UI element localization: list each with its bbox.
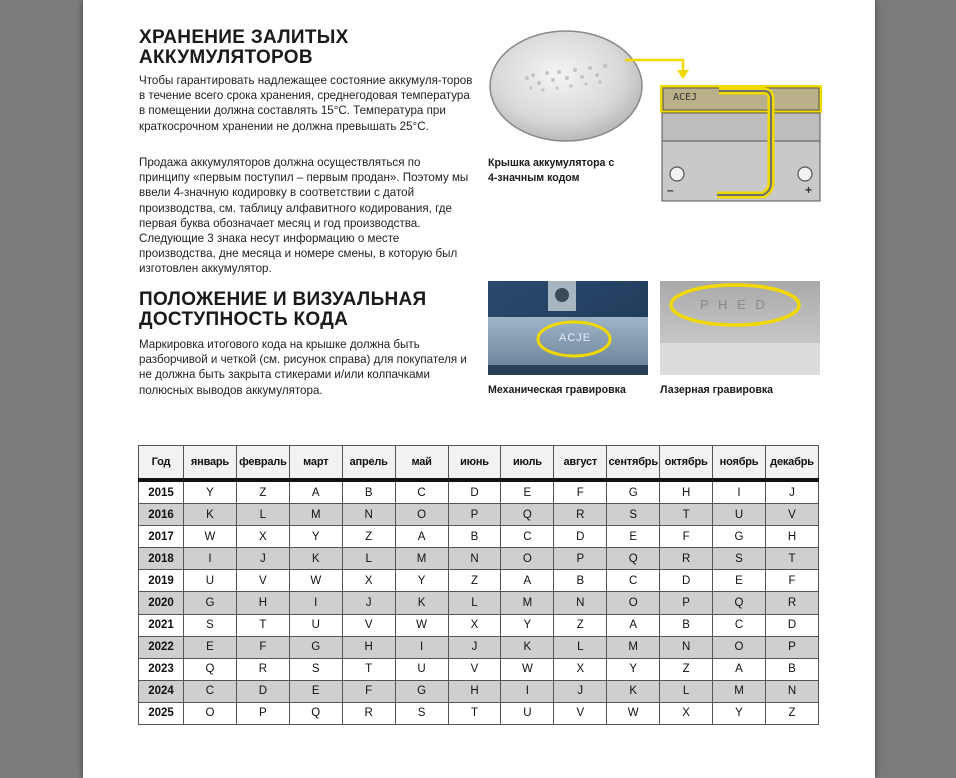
header-year: Год — [139, 446, 184, 481]
code-cell: G — [395, 680, 448, 702]
year-cell: 2017 — [139, 526, 184, 548]
code-cell: E — [184, 636, 237, 658]
code-cell: I — [395, 636, 448, 658]
code-cell: I — [184, 548, 237, 570]
code-cell: Y — [289, 526, 342, 548]
code-cell: I — [501, 680, 554, 702]
minus-sign: – — [667, 183, 674, 197]
code-cell: Z — [554, 614, 607, 636]
code-cell: B — [448, 526, 501, 548]
position-paragraph-1: Маркировка итогового кода на крышке должна быть разборчивой и четкой (см. рисунок справа) для покупателя и не должна быть закрыта стикерами и/или колпачками полюсных выводов аккумулятора. — [139, 338, 467, 397]
code-cell: X — [660, 702, 713, 724]
table-row — [139, 702, 819, 724]
code-cell: U — [713, 504, 766, 526]
code-cell: K — [289, 548, 342, 570]
storage-paragraph-2: Продажа аккумуляторов должна осуществляться по принципу «первым поступил – первым продан». Поэтому мы ввели 4-значную кодировку в соответствии с датой производства, см. таблицу алфавитного кодирования, где первая буква обозначает месяц и год производства. Следующие 3 знака несут информацию о месте производства, дне месяца и номере смены, в которую был изготовлен аккумулятор. — [139, 156, 469, 276]
code-cell: V — [554, 702, 607, 724]
code-cell: L — [342, 548, 395, 570]
code-cell: Q — [607, 548, 660, 570]
lid-closeup-photo — [487, 28, 645, 144]
code-cell: D — [554, 526, 607, 548]
code-cell: C — [607, 570, 660, 592]
code-cell: K — [395, 592, 448, 614]
table-row — [139, 614, 819, 636]
header-month: декабрь — [765, 446, 818, 481]
code-cell: F — [554, 480, 607, 504]
code-cell: N — [448, 548, 501, 570]
position-title-line2: ДОСТУПНОСТЬ КОДА — [139, 309, 349, 330]
code-cell: N — [765, 680, 818, 702]
code-cell: X — [448, 614, 501, 636]
code-cell: P — [660, 592, 713, 614]
code-cell: J — [448, 636, 501, 658]
storage-title-line1: ХРАНЕНИЕ ЗАЛИТЫХ — [139, 27, 349, 48]
code-cell: S — [395, 702, 448, 724]
code-cell: C — [184, 680, 237, 702]
code-cell: E — [289, 680, 342, 702]
code-cell: E — [713, 570, 766, 592]
code-cell: Y — [713, 702, 766, 724]
lid-caption-line1: Крышка аккумулятора с — [488, 157, 615, 169]
code-cell: W — [184, 526, 237, 548]
year-cell: 2020 — [139, 592, 184, 614]
code-cell: X — [342, 570, 395, 592]
code-cell: N — [660, 636, 713, 658]
code-cell: U — [184, 570, 237, 592]
code-cell: L — [236, 504, 289, 526]
storage-paragraph-1: Чтобы гарантировать надлежащее состояние аккумуля-торов в течение всего срока хранения, среднегодовая температура в помещении должна составлять 15°С. Температура при краткосрочном хранении не должна превышать 25°С. — [139, 74, 473, 133]
document-page — [83, 0, 875, 778]
code-cell: M — [501, 592, 554, 614]
table-row — [139, 480, 819, 504]
code-cell: M — [395, 548, 448, 570]
code-cell: P — [554, 548, 607, 570]
code-cell: K — [501, 636, 554, 658]
code-cell: G — [713, 526, 766, 548]
code-cell: M — [607, 636, 660, 658]
battery-lid-diagram — [659, 83, 823, 203]
code-cell: S — [184, 614, 237, 636]
code-cell: N — [554, 592, 607, 614]
code-cell: S — [607, 504, 660, 526]
year-cell: 2021 — [139, 614, 184, 636]
code-cell: I — [713, 480, 766, 504]
code-cell: Z — [342, 526, 395, 548]
code-cell: H — [765, 526, 818, 548]
header-month: июль — [501, 446, 554, 481]
code-cell: Y — [184, 480, 237, 504]
code-cell: V — [765, 504, 818, 526]
code-cell: O — [607, 592, 660, 614]
code-cell: L — [448, 592, 501, 614]
code-cell: U — [395, 658, 448, 680]
code-cell: R — [236, 658, 289, 680]
position-title-line1: ПОЛОЖЕНИЕ И ВИЗУАЛЬНАЯ — [139, 289, 427, 310]
header-month: ноябрь — [713, 446, 766, 481]
code-cell: Z — [765, 702, 818, 724]
header-month: март — [289, 446, 342, 481]
code-cell: F — [236, 636, 289, 658]
code-cell: V — [448, 658, 501, 680]
header-month: январь — [184, 446, 237, 481]
code-cell: U — [501, 702, 554, 724]
code-cell: O — [184, 702, 237, 724]
lid-caption-line2: 4-значным кодом — [488, 172, 580, 184]
year-cell: 2024 — [139, 680, 184, 702]
code-cell: N — [342, 504, 395, 526]
code-cell: U — [289, 614, 342, 636]
code-cell: Y — [501, 614, 554, 636]
code-cell: A — [713, 658, 766, 680]
code-cell: E — [607, 526, 660, 548]
table-row — [139, 504, 819, 526]
code-cell: A — [607, 614, 660, 636]
code-cell: O — [713, 636, 766, 658]
table-row — [139, 680, 819, 702]
code-cell: A — [289, 480, 342, 504]
code-cell: T — [236, 614, 289, 636]
table-body — [139, 480, 819, 725]
code-cell: O — [501, 548, 554, 570]
code-cell: V — [236, 570, 289, 592]
code-cell: G — [184, 592, 237, 614]
code-cell: B — [660, 614, 713, 636]
code-cell: G — [289, 636, 342, 658]
code-cell: S — [289, 658, 342, 680]
table-row — [139, 658, 819, 680]
code-cell: A — [501, 570, 554, 592]
code-cell: X — [236, 526, 289, 548]
code-cell: M — [289, 504, 342, 526]
code-cell: A — [395, 526, 448, 548]
code-cell: J — [236, 548, 289, 570]
plus-sign: + — [805, 183, 813, 197]
code-cell: W — [289, 570, 342, 592]
code-cell: Z — [660, 658, 713, 680]
storage-title-line2: АККУМУЛЯТОРОВ — [139, 47, 313, 68]
table-row — [139, 636, 819, 658]
code-cell: P — [765, 636, 818, 658]
code-cell: J — [765, 480, 818, 504]
code-cell: W — [395, 614, 448, 636]
code-cell: B — [554, 570, 607, 592]
year-cell: 2025 — [139, 702, 184, 724]
code-cell: X — [554, 658, 607, 680]
header-month: июнь — [448, 446, 501, 481]
lid-caption — [488, 156, 614, 186]
header-month: февраль — [236, 446, 289, 481]
code-cell: E — [501, 480, 554, 504]
code-cell: J — [342, 592, 395, 614]
code-cell: H — [660, 480, 713, 504]
code-cell: R — [554, 504, 607, 526]
position-title — [139, 290, 427, 330]
code-cell: I — [289, 592, 342, 614]
code-cell: Q — [184, 658, 237, 680]
code-cell: V — [342, 614, 395, 636]
code-cell: C — [713, 614, 766, 636]
table-row — [139, 592, 819, 614]
laser-engraving-photo — [660, 281, 820, 375]
code-cell: D — [660, 570, 713, 592]
header-month: май — [395, 446, 448, 481]
year-cell: 2018 — [139, 548, 184, 570]
mechanical-caption: Механическая гравировка — [488, 384, 626, 396]
code-cell: T — [448, 702, 501, 724]
code-cell: Y — [395, 570, 448, 592]
header-month: апрель — [342, 446, 395, 481]
code-cell: M — [713, 680, 766, 702]
year-cell: 2022 — [139, 636, 184, 658]
code-cell: S — [713, 548, 766, 570]
code-cell: W — [501, 658, 554, 680]
mechanical-code-text: ACJE — [559, 332, 592, 344]
code-cell: D — [765, 614, 818, 636]
code-cell: T — [660, 504, 713, 526]
code-cell: B — [342, 480, 395, 504]
code-cell: F — [342, 680, 395, 702]
code-cell: Q — [713, 592, 766, 614]
table-row — [139, 548, 819, 570]
code-cell: H — [236, 592, 289, 614]
code-cell: D — [236, 680, 289, 702]
year-cell: 2016 — [139, 504, 184, 526]
table-row — [139, 570, 819, 592]
code-cell: Y — [607, 658, 660, 680]
code-cell: Z — [236, 480, 289, 504]
code-cell: P — [448, 504, 501, 526]
code-cell: T — [342, 658, 395, 680]
arrow-connector — [623, 48, 693, 83]
code-cell: R — [660, 548, 713, 570]
code-cell: H — [342, 636, 395, 658]
code-cell: G — [607, 480, 660, 504]
code-cell: C — [395, 480, 448, 504]
code-cell: R — [765, 592, 818, 614]
storage-title — [139, 28, 349, 68]
table-header-row — [139, 446, 819, 481]
date-code-table — [138, 445, 819, 725]
code-cell: B — [765, 658, 818, 680]
code-cell: O — [395, 504, 448, 526]
header-month: август — [554, 446, 607, 481]
code-cell: L — [660, 680, 713, 702]
table-row — [139, 526, 819, 548]
code-cell: D — [448, 480, 501, 504]
code-cell: K — [607, 680, 660, 702]
code-cell: W — [607, 702, 660, 724]
code-cell: F — [660, 526, 713, 548]
lid-code-label: ACEJ — [673, 92, 698, 103]
year-cell: 2023 — [139, 658, 184, 680]
year-cell: 2019 — [139, 570, 184, 592]
code-cell: Z — [448, 570, 501, 592]
mechanical-engraving-photo — [488, 281, 648, 375]
code-cell: J — [554, 680, 607, 702]
laser-caption: Лазерная гравировка — [660, 384, 774, 396]
code-cell: T — [765, 548, 818, 570]
code-cell: H — [448, 680, 501, 702]
laser-code-text: P H E D — [700, 297, 768, 312]
code-cell: C — [501, 526, 554, 548]
code-cell: Q — [289, 702, 342, 724]
code-cell: K — [184, 504, 237, 526]
code-cell: Q — [501, 504, 554, 526]
code-cell: R — [342, 702, 395, 724]
code-cell: F — [765, 570, 818, 592]
year-cell: 2015 — [139, 480, 184, 504]
code-cell: L — [554, 636, 607, 658]
code-cell: P — [236, 702, 289, 724]
header-month: октябрь — [660, 446, 713, 481]
header-month: сентябрь — [607, 446, 660, 481]
